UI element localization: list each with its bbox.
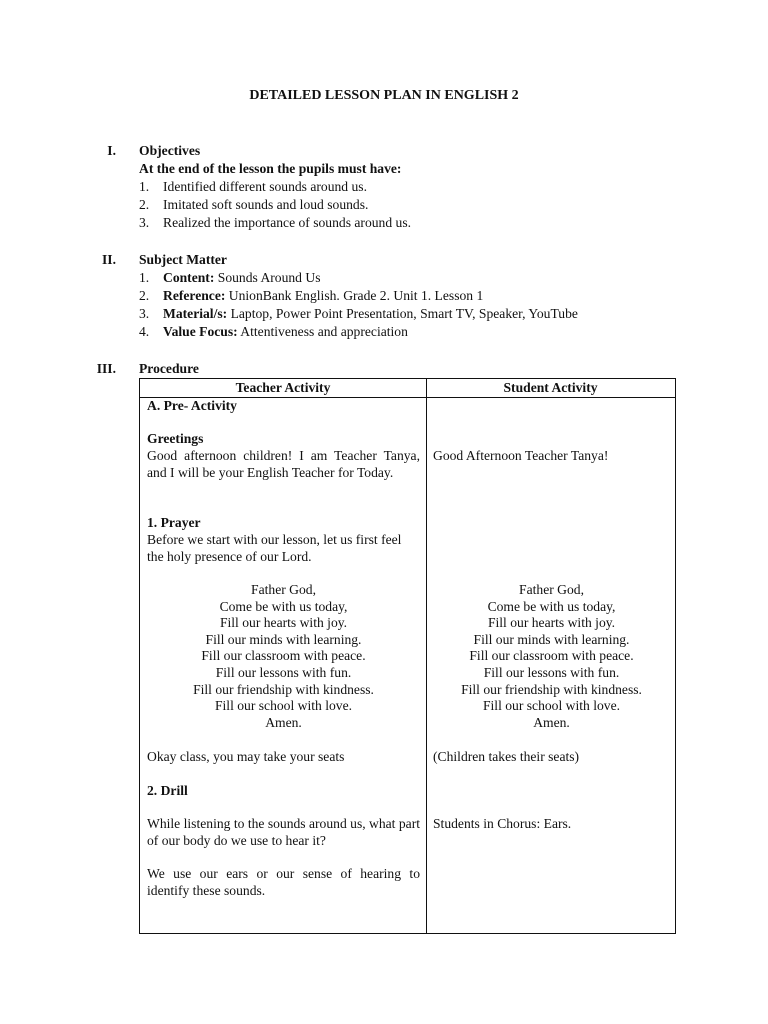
prayer-line: Fill our hearts with joy. — [219, 615, 348, 631]
objective-item: 1. Identified different sounds around us. — [139, 179, 367, 194]
section-heading-subject-matter: Subject Matter — [139, 252, 227, 267]
prayer-line: Fill our minds with learning. — [205, 631, 362, 647]
drill-student-answer: Students in Chorus: Ears. — [433, 816, 572, 831]
objective-item: 3. Realized the importance of sounds around us. — [139, 215, 412, 230]
column-header-student: Student Activity — [503, 380, 598, 395]
prayer-intro: Before we start with our lesson, let us first feel the holy presence of our Lord. — [147, 532, 402, 564]
subject-matter-item: 1. Content: Sounds Around Us — [139, 270, 321, 285]
drill-heading: 2. Drill — [147, 783, 188, 798]
prayer-line: Fill our minds with learning. — [473, 631, 630, 647]
prayer-line: Fill our classroom with peace. — [469, 648, 634, 664]
prayer-line: Fill our classroom with peace. — [201, 648, 366, 664]
prayer-line: Fill our lessons with fun. — [215, 664, 352, 680]
prayer-line: Fill our friendship with kindness. — [461, 681, 642, 697]
objectives-intro: At the end of the lesson the pupils must have: — [139, 161, 402, 176]
subject-matter-item: 4. Value Focus: Attentiveness and appreciation — [139, 324, 408, 339]
prayer-line: Amen. — [265, 714, 302, 730]
section-heading-objectives: Objectives — [139, 143, 201, 158]
prayer-line: Father God, — [251, 582, 316, 597]
prayer-line: Come be with us today, — [219, 598, 348, 614]
greetings-heading: Greetings — [147, 431, 204, 446]
subject-matter-item: 3. Material/s: Laptop, Power Point Presentation, Smart TV, Speaker, YouTube — [139, 306, 578, 321]
seats-student-text: (Children takes their seats) — [433, 749, 580, 764]
pre-activity-heading: A. Pre- Activity — [147, 398, 237, 413]
section-number-subject-matter: II. — [102, 252, 116, 267]
procedure-table — [139, 378, 676, 934]
section-number-procedure: III. — [96, 361, 116, 376]
document-title: DETAILED LESSON PLAN IN ENGLISH 2 — [249, 88, 519, 103]
prayer-line: Fill our school with love. — [482, 698, 621, 714]
objective-item: 2. Imitated soft sounds and loud sounds. — [139, 197, 369, 212]
drill-question: While listening to the sounds around us, what part of our body do we use to hear it? — [147, 816, 420, 848]
prayer-line: Amen. — [533, 714, 570, 730]
column-header-teacher: Teacher Activity — [235, 380, 331, 395]
prayer-line: Father God, — [519, 582, 584, 597]
drill-explanation: We use our ears or our sense of hearing to identify these sounds. — [147, 866, 420, 898]
prayer-line: Fill our hearts with joy. — [487, 615, 616, 631]
prayer-line: Fill our friendship with kindness. — [193, 681, 374, 697]
prayer-line: Fill our lessons with fun. — [483, 664, 620, 680]
seats-teacher-text: Okay class, you may take your seats — [147, 749, 345, 764]
prayer-heading: 1. Prayer — [147, 515, 201, 530]
section-number-objectives: I. — [107, 143, 116, 158]
prayer-line: Come be with us today, — [487, 598, 616, 614]
column-divider — [426, 379, 427, 933]
student-prayer — [433, 582, 670, 731]
subject-matter-item: 2. Reference: UnionBank English. Grade 2. Unit 1. Lesson 1 — [139, 288, 484, 303]
greetings-teacher-text: Good afternoon children! I am Teacher Tanya, and I will be your English Teacher for Today. — [147, 448, 420, 480]
greetings-student-text: Good Afternoon Teacher Tanya! — [433, 448, 609, 463]
prayer-line: Fill our school with love. — [214, 698, 353, 714]
teacher-prayer — [147, 582, 420, 731]
section-heading-procedure: Procedure — [139, 361, 199, 376]
